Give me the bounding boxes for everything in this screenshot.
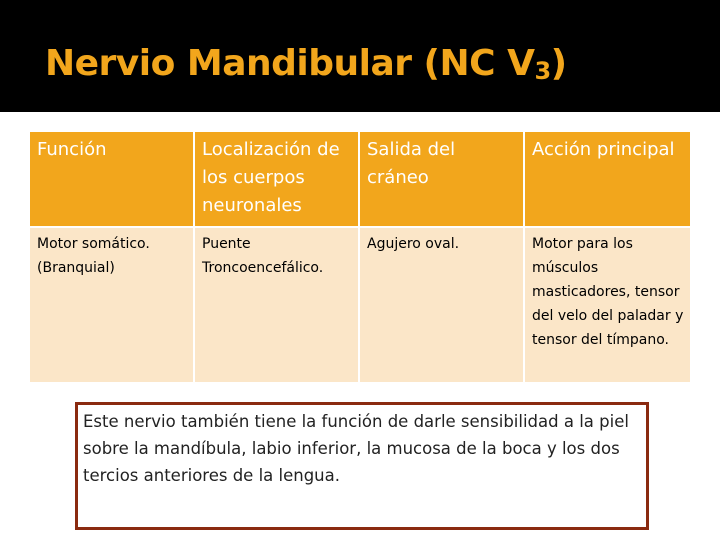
title-bar: [0, 0, 720, 112]
slide-title-text: Nervio Mandibular (NC V: [45, 43, 535, 84]
table-header-row: [29, 131, 691, 227]
cell-funcion: Motor somático. (Branquial): [29, 227, 194, 383]
slide-title-close: ): [550, 43, 567, 84]
nerve-table-grid: [28, 130, 692, 384]
note-box: [75, 402, 649, 530]
cell-localizacion: Puente Troncoencefálico.: [194, 227, 359, 383]
header-localizacion: Localización de los cuerpos neuronales: [194, 131, 359, 227]
cell-salida: Agujero oval.: [359, 227, 524, 383]
header-accion: Acción principal: [524, 131, 691, 227]
table-row: [29, 227, 691, 383]
slide-title-subscript: 3: [534, 57, 551, 85]
note-text: Este nervio también tiene la función de darle sensibilidad a la piel sobre la mandíbula, labio inferior, la mucosa de la boca y los dos tercios anteriores de la lengua.: [83, 412, 629, 485]
header-funcion: Función: [29, 131, 194, 227]
slide-title: [45, 40, 567, 88]
header-salida: Salida del cráneo: [359, 131, 524, 227]
nerve-table: [28, 130, 690, 384]
cell-accion: Motor para los músculos masticadores, tensor del velo del paladar y tensor del tímpano.: [524, 227, 691, 383]
